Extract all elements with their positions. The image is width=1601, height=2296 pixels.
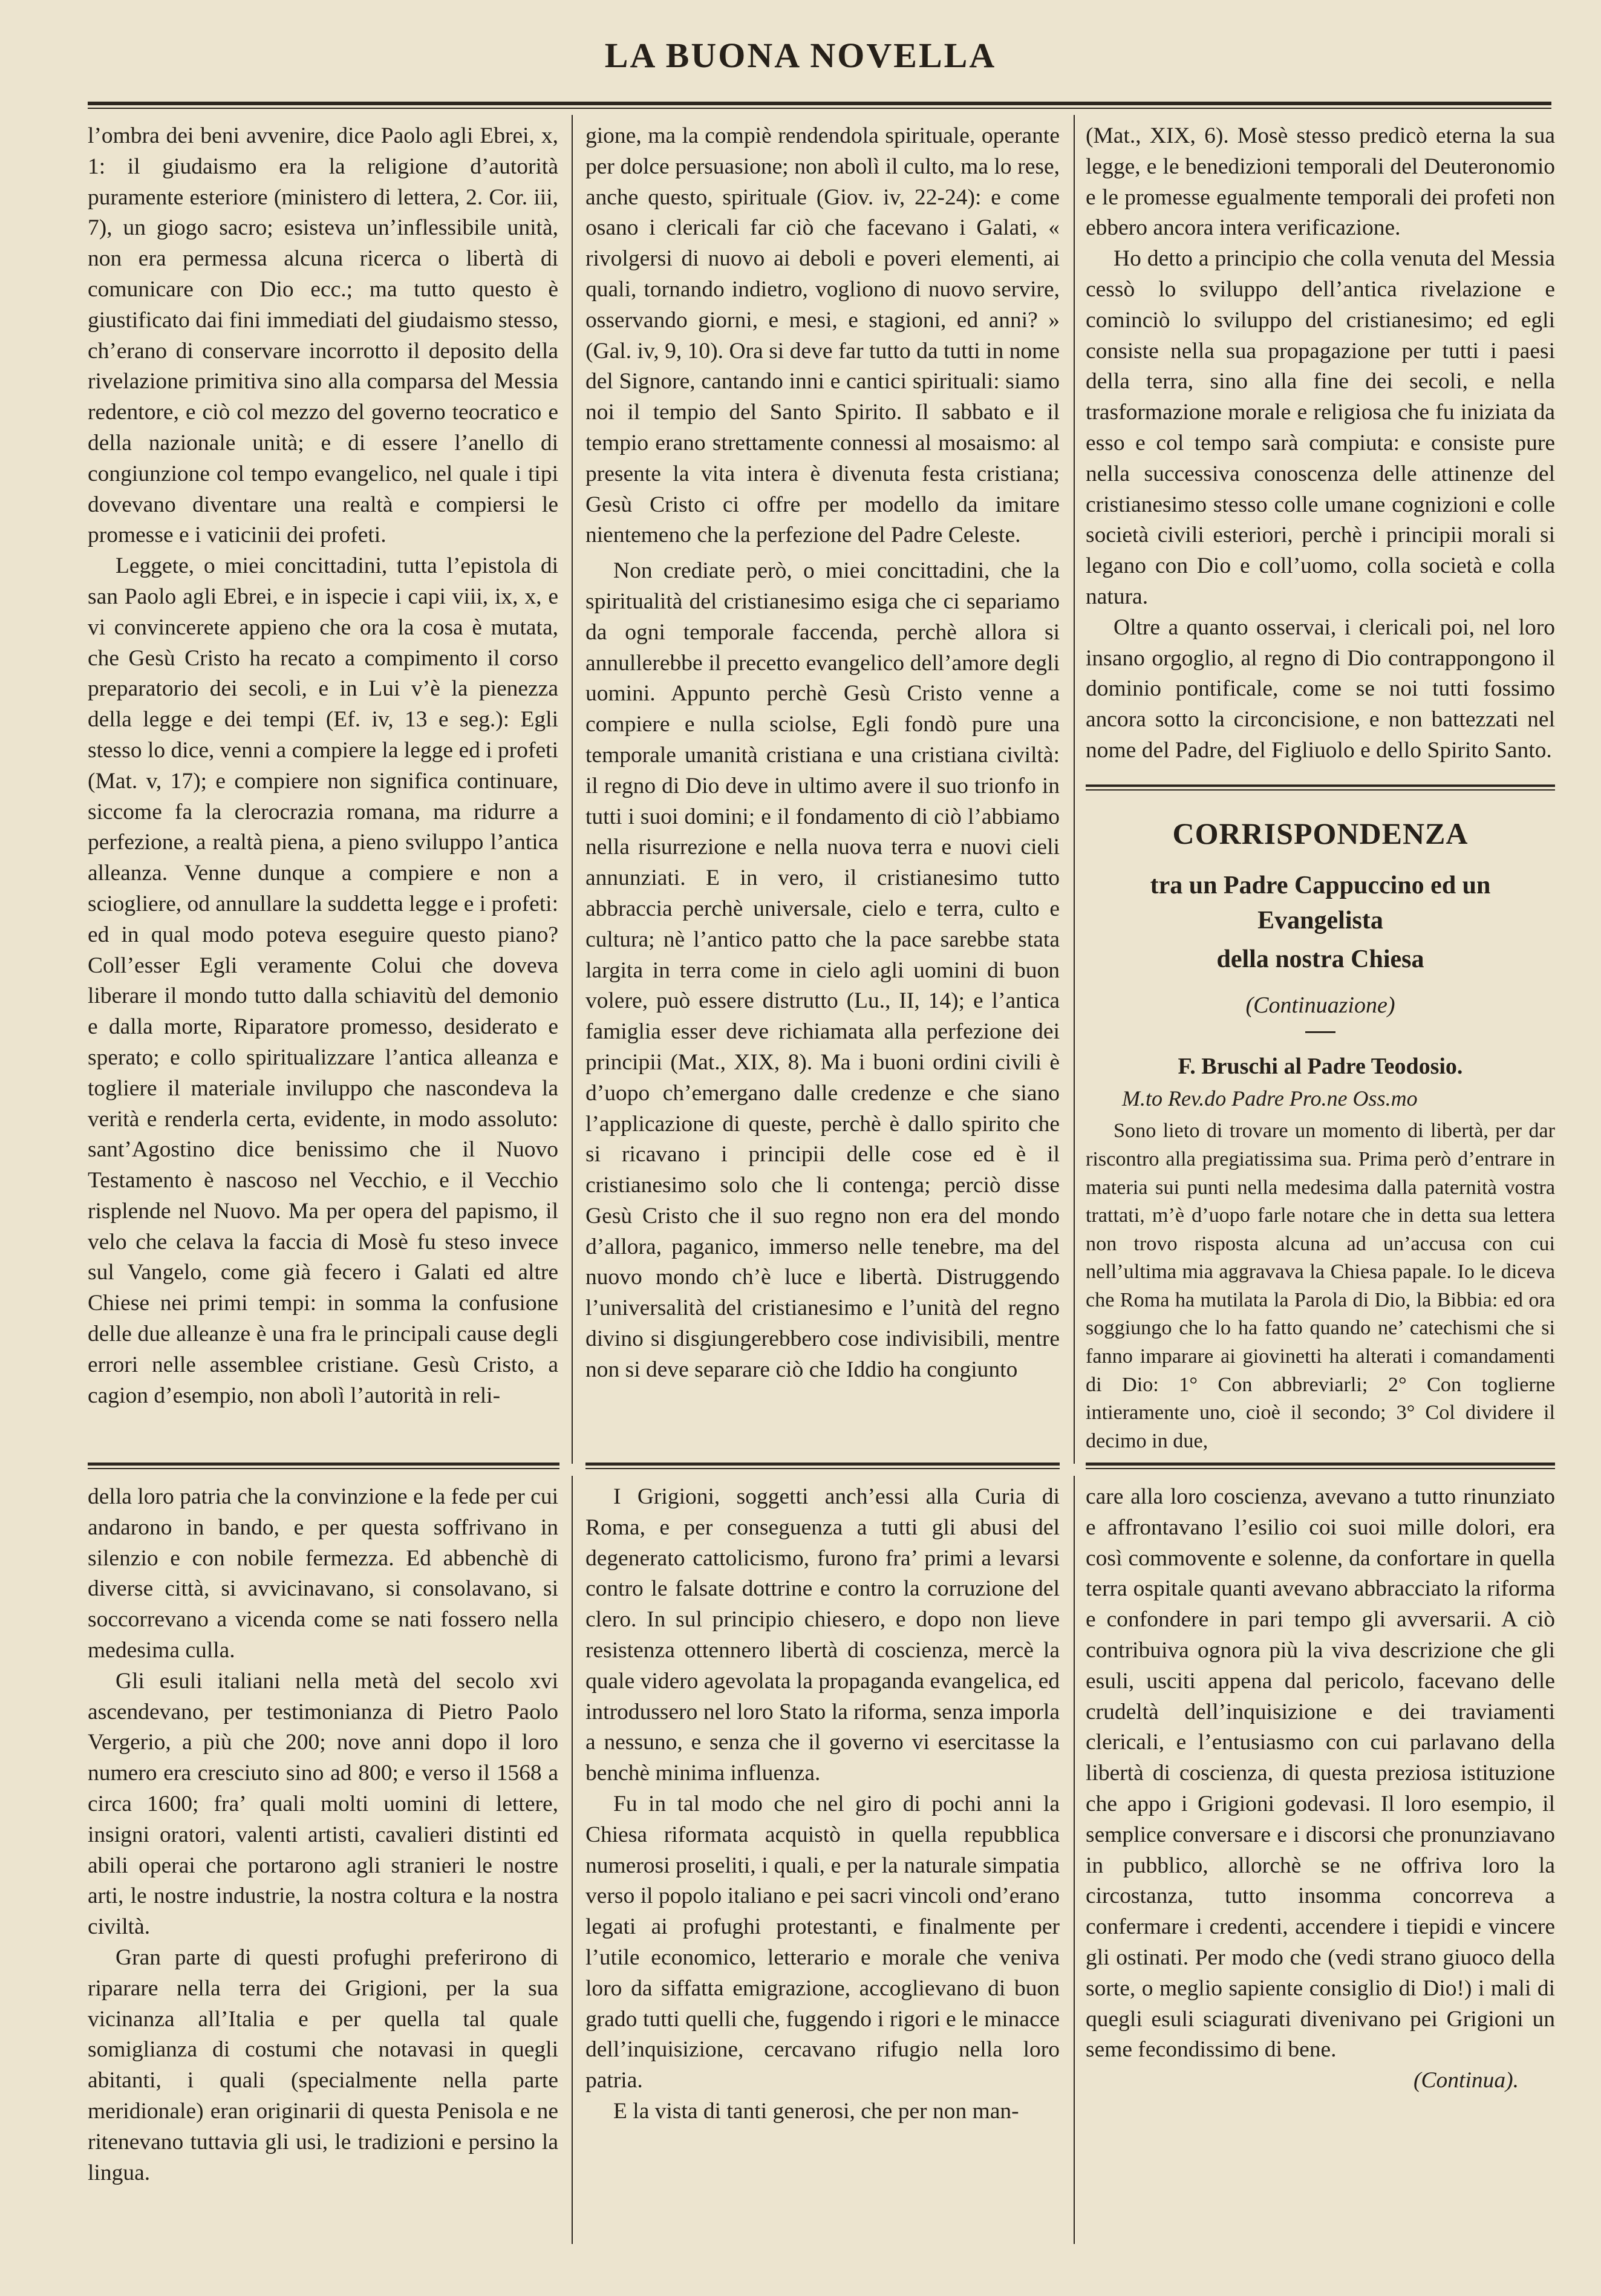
paragraph: l’ombra dei beni avvenire, dice Paolo agli Ebrei, x, 1: il giudaismo era la religione d’autorità puramente esteriore (ministero di lettera, 2. Cor. iii, 7), un giogo sacro; esisteva un’inflessibile unità, non era permessa alcuna ricerca o libertà di comunicare con Dio ecc.; ma tutto questo è giustificato dai fini immediati del giudaismo stesso, ch’erano di conservare incorrotto il deposito della rivelazione primitiva sino alla comparsa del Messia redentore, e ciò col mezzo del governo teocratico e della nazionale unità; e di essere l’anello di congiunzione col tempo evangelico, nel quale i tipi dovevano diventare una realtà e compiersi le promesse e i vaticinii dei profeti.	[88, 123, 558, 548]
correspondence-title: CORRISPONDENZA	[1172, 816, 1469, 850]
mid-rule	[585, 1468, 1060, 1469]
section-rule	[1086, 784, 1555, 787]
paragraph: Non crediate però, o miei concittadini, che la spiritualità del cristianesimo esiga che ci separiamo da ogni temporale faccenda, perchè allora si annullerebbe il precetto evangelico dell’amore degli uomini. Appunto perchè Gesù Cristo venne a compiere e nulla sciolse, Egli fondò pure una temporale umanità cristiana e una cristiana civiltà: il regno di Dio deve in ultimo avere il suo trionfo in tutti i suoi domini; e il fondamento di ciò l’abbiamo nella risurrezione e nella nuova terra e nuovi cieli annunziati. E in vero, il cristianesimo tutto abbraccia perchè universale, cielo e terra, culto e cultura; nè l’antico patto che la pace sarebbe stata largita in terra come in cielo agli uomini di buon volere, può essere distrutto (Lu., II, 14); e l’antica famiglia esser deve richiamata alla perfezione dei principii (Mat., XIX, 8). Ma i buoni ordini civili è d’uopo ch’emergano dalle credenze e che siano l’applicazione di queste, perchè è dallo spirito che si ricavano i principii delle cose ed è il cristianesimo solo che li contenga; perciò disse Gesù Cristo che il suo regno non era del mondo d’allora, paganico, immerso nelle tenebre, ma del nuovo mondo ch’è luce e libertà. Distruggendo l’universalità del cristianesimo e l’unità del regno divino si disgiungerebbero cose indivisibili, mentre non si deve separare ciò che Iddio ha congiunto	[585, 558, 1060, 1382]
paragraph: Ho detto a principio che colla venuta del Messia cessò lo sviluppo dell’antica rivelazione e cominciò lo sviluppo del cristianesimo; ed egli consiste nella sua propagazione per tutti i paesi della terra, sino alla fine dei secoli, e nella trasformazione morale e religiosa che fu iniziata da esso e col tempo sarà compiuta: e consiste pure nella successiva conoscenza delle attinenze del cristianesimo stesso colle umane cognizioni e colle società civili esteriori, perchè i principii morali si legano con Dio e coll’uomo, colla società e colla natura.	[1086, 246, 1555, 609]
serial-column-2	[585, 1482, 1060, 2127]
column-divider	[572, 115, 573, 1464]
mid-rule	[1086, 1468, 1555, 1469]
paragraph: Leggete, o miei concittadini, tutta l’epistola di san Paolo agli Ebrei, e in ispecie i capi viii, ix, x, e vi convincerete appieno che ora la cosa è mutata, che Gesù Cristo ha recato a compimento il corso preparatorio dei secoli, e in Lui v’è la pienezza della legge e dei tempi (Ef. iv, 13 e seg.): Egli stesso lo dice, venni a compiere la legge ed i profeti (Mat. v, 17); e compiere non significa continuare, siccome fa la clerocrazia romana, ma ridurre a perfezione, a realtà piena, a pieno sviluppo l’antica alleanza. Venne dunque a compiere e non a sciogliere, od annullare la suddetta legge e i profeti: ed in qual modo poteva eseguire questo piano? Coll’esser Egli veramente Colui che doveva liberare il mondo tutto dalla schiavitù del demonio e dalla morte, Riparatore promesso, desiderato e sperato; e collo spiritualizzare l’antica alleanza e togliere il materiale inviluppo che nascondeva la verità e renderla certa, evidente, in modo assoluto: sant’Agostino dice benissimo che il Nuovo Testamento è nascoso nel Vecchio, e il Vecchio risplende nel Nuovo. Ma per opera del papismo, il velo che celava la faccia di Mosè fu steso invece sul Vangelo, come già fecero i Galati ed altre Chiese nei primi tempi: in somma la confusione delle due alleanze è una fra le principali cause degli errori nelle assemblee cristiane. Gesù Cristo, a cagion d’esempio, non abolì l’autorità in reli-	[88, 553, 558, 1408]
article-column-1	[88, 121, 558, 1411]
mid-rule	[88, 1463, 559, 1466]
letter-salutation: M.to Rev.do Padre Pro.ne Oss.mo	[1122, 1086, 1418, 1110]
short-divider	[1305, 1031, 1335, 1033]
mid-rule	[88, 1468, 559, 1469]
paragraph: I Grigioni, soggetti anch’essi alla Curia di Roma, e per conseguenza a tutti gli abusi del degenerato cattolicismo, furono fra’ primi a levarsi contro le falsate dottrine e contro la corruzione del clero. In sul principio chiesero, e dopo non lieve resistenza ottennero libertà di coscienza, mercè la quale videro agevolata la propaganda evangelica, ed introdussero nel loro Stato la riforma, senza imporla a nessuno, e senza che il governo vi esercitasse la benchè minima influenza.	[585, 1484, 1060, 1786]
paragraph: Oltre a quanto osservai, i clericali poi, nel loro insano orgoglio, al regno di Dio contrappongono il dominio pontificale, come se noi tutti fossimo ancora sotto la circoncisione, e non battezzati nel nome del Padre, del Figliuolo e dello Spirito Santo.	[1086, 615, 1555, 763]
paragraph: Gran parte di questi profughi preferirono di riparare nella terra dei Grigioni, per la sua vicinanza all’Italia e per quella tal quale somiglianza di costumi che notavasi in quegli abitanti, i quali (specialmente nella parte meridionale) eran originarii di questa Penisola e ne ritenevano tuttavia gli usi, le tradizioni e persino la lingua.	[88, 1945, 558, 2185]
paragraph: della loro patria che la convinzione e la fede per cui andarono in bando, e per questa soffrivano in silenzio e con nobile fermezza. Ed abbenchè di diverse città, si avvicinavano, si consolavano, si soccorrevano a vicenda come se nati fossero nella medesima culla.	[88, 1484, 558, 1663]
column-divider	[1074, 115, 1075, 1464]
paragraph: care alla loro coscienza, avevano a tutto rinunziato e affrontavano l’esilio coi suoi mille dolori, era così commovente e solenne, da confortare in quella terra ospitale quanti avevano abbracciato la riforma e confondere in pari tempo gli avversarii. A ciò contribuiva ognora più la viva descrizione che gli esuli, usciti appena dal pericolo, facevano delle crudeltà dell’inquisizione e dei traviamenti clericali, e l’entusiasmo con cui parlavano della libertà di coscienza, di questa preziosa istituzione che appo i Grigioni godevasi. Il loro esempio, il semplice conversare e i discorsi che pronunziavano in pubblico, allorchè se ne offriva loro la circostanza, tutto insomma concorreva a confermare i credenti, accendere i tiepidi e vincere gli ostinati. Per modo che (vedi strano giuoco della sorte, o meglio sapiente consiglio di Dio!) i mali di quegli esuli sciagurati divenivano pei Grigioni un seme fecondissimo di bene.	[1086, 1484, 1555, 2063]
paragraph: (Mat., XIX, 6). Mosè stesso predicò eterna la sua legge, e le benedizioni temporali del Deuteronomio e le promesse egualmente temporali dei profeti non ebbero ancora intera verificazione.	[1086, 123, 1555, 241]
top-rule-thin	[88, 108, 1551, 109]
article-column-3	[1086, 121, 1555, 1455]
continued-note: (Continua).	[1414, 2068, 1519, 2093]
article-column-2	[585, 121, 1060, 1386]
top-rule-thick	[88, 102, 1551, 105]
serial-column-1	[88, 1482, 558, 2188]
paragraph: Gli esuli italiani nella metà del secolo xvi ascendevano, per testimonianza di Pietro Paolo Vergerio, a più che 200; nove anni dopo il loro numero era cresciuto sino ad 800; e verso il 1568 a circa 1600; fra’ quali molti uomini di lettere, insigni oratori, valenti artisti, cavalieri distinti ed abili operai che portarono agli stranieri le nostre arti, le nostre industrie, la nostra coltura e la nostra civiltà.	[88, 1668, 558, 1940]
column-divider	[1074, 1476, 1075, 2244]
section-rule	[1086, 789, 1555, 791]
correspondence-subtitle: tra un Padre Cappuccino ed un Evangelista	[1150, 871, 1491, 934]
continuation-note: (Continuazione)	[1245, 992, 1395, 1018]
correspondence-subtitle: della nostra Chiesa	[1216, 945, 1424, 973]
letter-heading: F. Bruschi al Padre Teodosio.	[1178, 1053, 1463, 1079]
serial-column-3	[1086, 1482, 1555, 2096]
mid-rule	[585, 1463, 1060, 1466]
column-divider	[572, 1476, 573, 2244]
letter-body: Sono lieto di trovare un momento di libertà, per dar riscontro alla pregiatissima sua. Prima però d’entrare in materia sui punti nella medesima dalla paternità vostra trattati, m’è d’uopo farle notare che in detta sua lettera non trovo risposta alcuna ad un’accusa con cui nell’ultima mia aggravava la Chiesa papale. Io le diceva che Roma ha mutilata la Parola di Dio, la Bibbia: ed ora soggiungo che lo ha fatto quando ne’ catechismi che si fanno imparare ai giovinetti ha alterati i comandamenti di Dio: 1° Con abbreviarli; 2° Con toglierne intieramente uno, cioè il secondo; 3° Col dividere il decimo in due,	[1086, 1120, 1555, 1452]
masthead-title: LA BUONA NOVELLA	[604, 36, 997, 75]
paragraph: E la vista di tanti generosi, che per non man-	[613, 2098, 1019, 2124]
paragraph: gione, ma la compiè rendendola spirituale, operante per dolce persuasione; non abolì il culto, ma lo rese, anche questo, spirituale (Giov. iv, 22-24): e come osano i clericali far ciò che facevano i Galati, « rivolgersi di nuovo ai deboli e poveri elementi, ai quali, tornando indietro, vogliono di nuovo servire, osservando giorni, e mesi, e stagioni, ed anni? » (Gal. iv, 9, 10). Ora si deve far tutto da tutti in nome del Signore, cantando inni e cantici spirituali: siamo noi il tempio del Santo Spirito. Il sabbato e il tempio erano strettamente connessi al mosaismo: al presente la vita intera è divenuta festa cristiana; Gesù Cristo ci offre per modello da imitare nientemeno che la perfezione del Padre Celeste.	[585, 123, 1060, 548]
paragraph: Fu in tal modo che nel giro di pochi anni la Chiesa riformata acquistò in quella repubblica numerosi proseliti, i quali, e per la naturale simpatia verso il popolo italiano e pei sacri vincoli ond’erano legati ai profughi protestanti, e finalmente per l’utile economico, letterario e morale che veniva loro da siffatta emigrazione, accoglievano di buon grado tutti quelli che, fuggendo i rigori e le minacce dell’inquisizione, cercavano rifugio nella loro patria.	[585, 1791, 1060, 2093]
mid-rule	[1086, 1463, 1555, 1466]
